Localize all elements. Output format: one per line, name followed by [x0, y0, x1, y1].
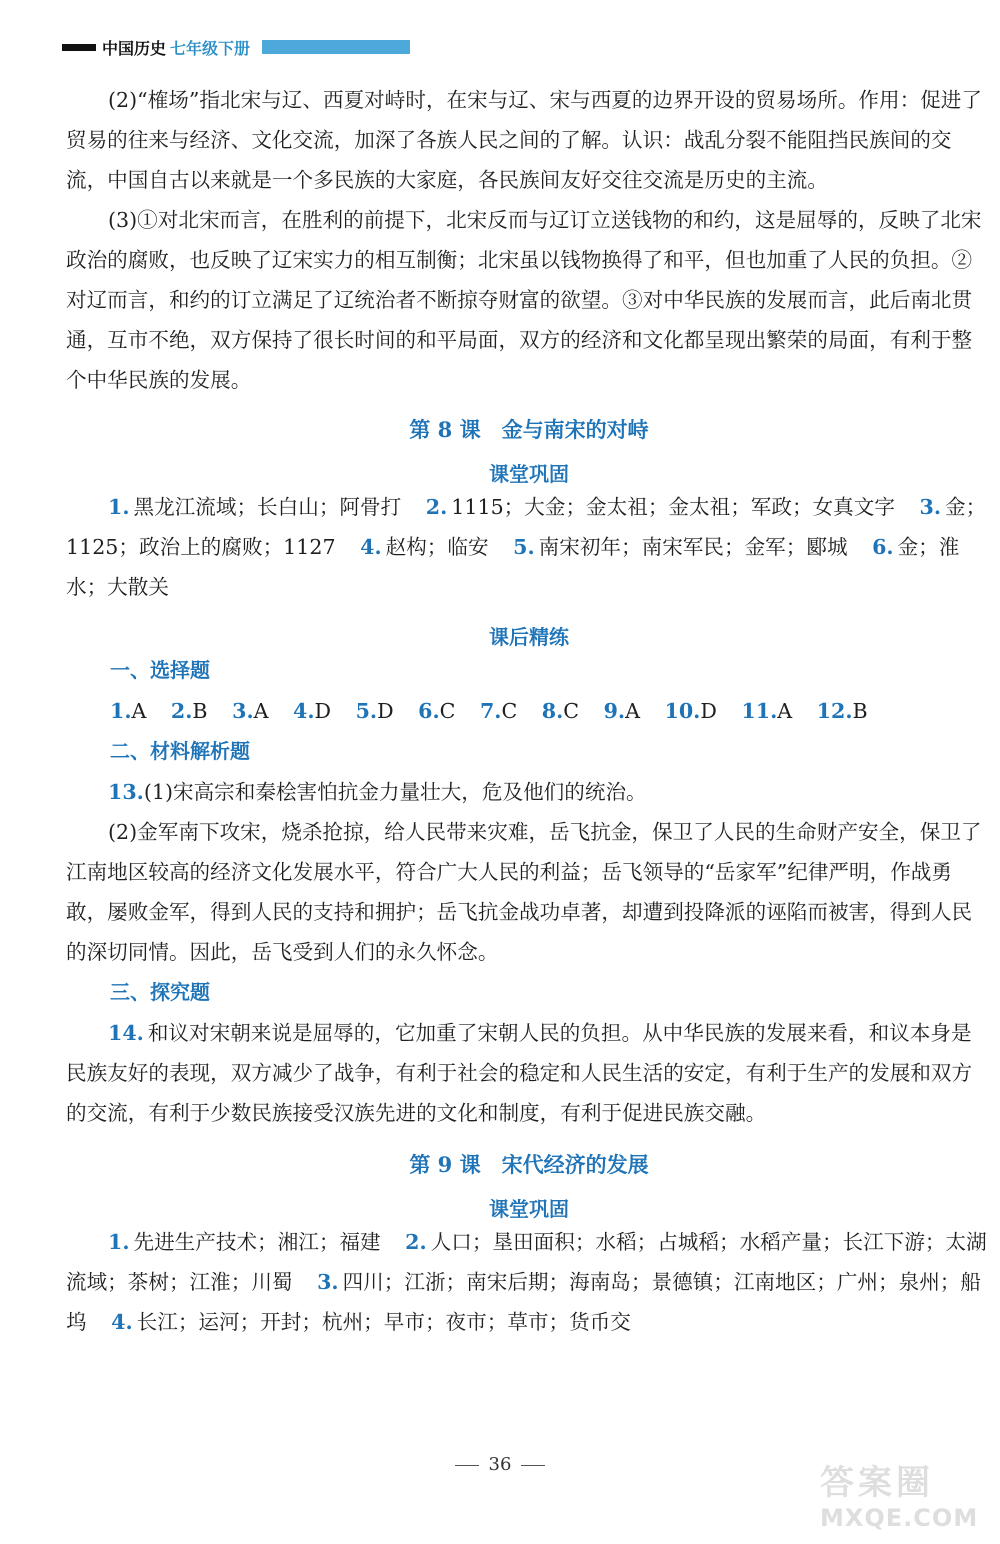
choice-answer: A — [131, 699, 147, 723]
header-subject: 中国历史 — [102, 38, 167, 58]
item-number: 4. — [360, 535, 382, 559]
choice-answer: C — [439, 699, 456, 723]
choice-number: 7. — [479, 699, 502, 723]
choice-answer: B — [192, 699, 208, 723]
header-dash — [62, 44, 96, 51]
item-answer: 黑龙江流域；长白山；阿骨打 — [133, 495, 402, 519]
question-13-answer-1: (1)宋高宗和秦桧害怕抗金力量壮大，危及他们的统治。 — [143, 780, 647, 804]
choice-number: 6. — [418, 699, 440, 723]
choice-answer: A — [777, 699, 793, 723]
choice-number: 5. — [355, 699, 378, 723]
item-number: 2. — [405, 1230, 427, 1254]
page-header — [62, 36, 410, 58]
choice-number: 10. — [664, 699, 701, 723]
intro-paragraph-3: (3)①对北宋而言，在胜利的前提下，北宋反而与辽订立送钱物的和约，这是屈辱的，反映了北宋政治的腐败，也反映了辽宋实力的相互制衡；北宋虽以钱物换得了和平，但也加重了人民的负担。②对辽而言，和约的订立满足了辽统治者不断掠夺财富的欲望。③对中华民族的发展而言，此后南北贯通，互市不绝，双方保持了很长时间的和平局面，双方的经济和文化都呈现出繁荣的局面，有利于整个中华民族的发展。 — [66, 208, 982, 392]
item-answer: 长江；运河；开封；杭州；早市；夜市；草市；货币交 — [136, 1310, 631, 1334]
lesson-8-consolidation-answers — [66, 487, 992, 607]
item-answer: 金；1125；政治上的腐败；1127 — [66, 495, 987, 559]
watermark-url-text: MXQE.COM — [820, 1504, 979, 1532]
header-grade: 七年级下册 — [170, 38, 251, 58]
item-number: 1. — [108, 1230, 130, 1254]
page-content — [66, 80, 992, 1342]
item-number: 5. — [513, 535, 535, 559]
choice-number: 8. — [541, 699, 564, 723]
footer-dash-left — [455, 1465, 479, 1466]
choice-answer: A — [253, 699, 269, 723]
choice-number: 11. — [741, 699, 778, 723]
page-number: 36 — [488, 1454, 512, 1475]
choice-answer: B — [852, 699, 868, 723]
section-material-analysis: 二、材料解析题 — [110, 739, 250, 763]
choice-number: 4. — [293, 699, 315, 723]
question-13-part-1 — [66, 772, 992, 812]
question-13-number: 13. — [108, 780, 144, 804]
choice-number: 12. — [816, 699, 853, 723]
item-answer: 先进生产技术；湘江；福建 — [133, 1230, 381, 1254]
item-number: 1. — [108, 495, 130, 519]
page-footer — [0, 1454, 1000, 1475]
lesson-9-title: 第 9 课 宋代经济的发展 — [409, 1152, 649, 1177]
item-answer: 四川；江浙；南宋后期；海南岛；景德镇；江南地区；广州；泉州；船坞 — [66, 1270, 981, 1334]
section-inquiry: 三、探究题 — [110, 980, 210, 1004]
choice-number: 9. — [603, 699, 626, 723]
question-14-answer: 和议对宋朝来说是屈辱的，它加重了宋朝人民的负担。从中华民族的发展来看，和议本身是民族友好的表现，双方减少了战争，有利于社会的稳定和人民生活的安定，有利于生产的发展和双方的交流，有利于少数民族接受汉族先进的文化和制度，有利于促进民族交融。 — [66, 1021, 973, 1125]
choice-number: 2. — [170, 699, 193, 723]
lesson-9-consolidation-title: 课堂巩固 — [489, 1197, 569, 1221]
choice-answer: D — [314, 699, 332, 723]
choice-answer: C — [563, 699, 580, 723]
watermark-logo-text: 答案圈 — [820, 1463, 934, 1503]
choice-answers — [66, 691, 992, 731]
question-14 — [66, 1013, 992, 1133]
item-number: 6. — [872, 535, 894, 559]
item-answer: 金；淮水；大散关 — [66, 535, 960, 599]
choice-answer: A — [625, 699, 640, 723]
choice-answer: D — [377, 699, 394, 723]
item-number: 3. — [919, 495, 942, 519]
lesson-8-title: 第 8 课 金与南宋的对峙 — [409, 417, 649, 442]
choice-answer: D — [700, 699, 717, 723]
item-answer: 赵构；临安 — [385, 535, 489, 559]
choice-number: 3. — [232, 699, 254, 723]
item-number: 3. — [317, 1270, 339, 1294]
question-14-number: 14. — [108, 1021, 144, 1045]
item-answer: 南宋初年；南宋军民；金军；郾城 — [538, 535, 848, 559]
footer-dash-right — [521, 1465, 545, 1466]
item-number: 2. — [425, 495, 448, 519]
lesson-8-practice-title: 课后精练 — [489, 625, 569, 649]
item-answer: 人口；垦田面积；水稻；占城稻；水稻产量；长江下游；太湖流域；茶树；江淮；川蜀 — [66, 1230, 987, 1294]
section-multiple-choice: 一、选择题 — [110, 658, 210, 682]
lesson-8-consolidation-title: 课堂巩固 — [489, 462, 569, 486]
intro-paragraph-2: (2)“榷场”指北宋与辽、西夏对峙时，在宋与辽、宋与西夏的边界开设的贸易场所。作用：促进了贸易的往来与经济、文化交流，加深了各族人民之间的了解。认识：战乱分裂不能阻挡民族间的交流，中国自古以来就是一个多民族的大家庭，各民族间友好交往交流是历史的主流。 — [66, 88, 982, 192]
item-number: 4. — [111, 1310, 133, 1334]
header-bar — [262, 40, 410, 54]
question-13-part-2: (2)金军南下攻宋，烧杀抢掠，给人民带来灾难，岳飞抗金，保卫了人民的生命财产安全，保卫了江南地区较高的经济文化发展水平，符合广大人民的利益；岳飞领导的“岳家军”纪律严明，作战勇敢，屡败金军，得到人民的支持和拥护；岳飞抗金战功卓著，却遭到投降派的诬陷而被害，得到人民的深切同情。因此，岳飞受到人们的永久怀念。 — [66, 820, 982, 964]
lesson-9-consolidation-answers — [66, 1222, 992, 1342]
choice-number: 1. — [110, 699, 132, 723]
item-answer: 1115；大金；金太祖；金太祖；军政；女真文字 — [451, 495, 895, 519]
choice-answer: C — [501, 699, 518, 723]
